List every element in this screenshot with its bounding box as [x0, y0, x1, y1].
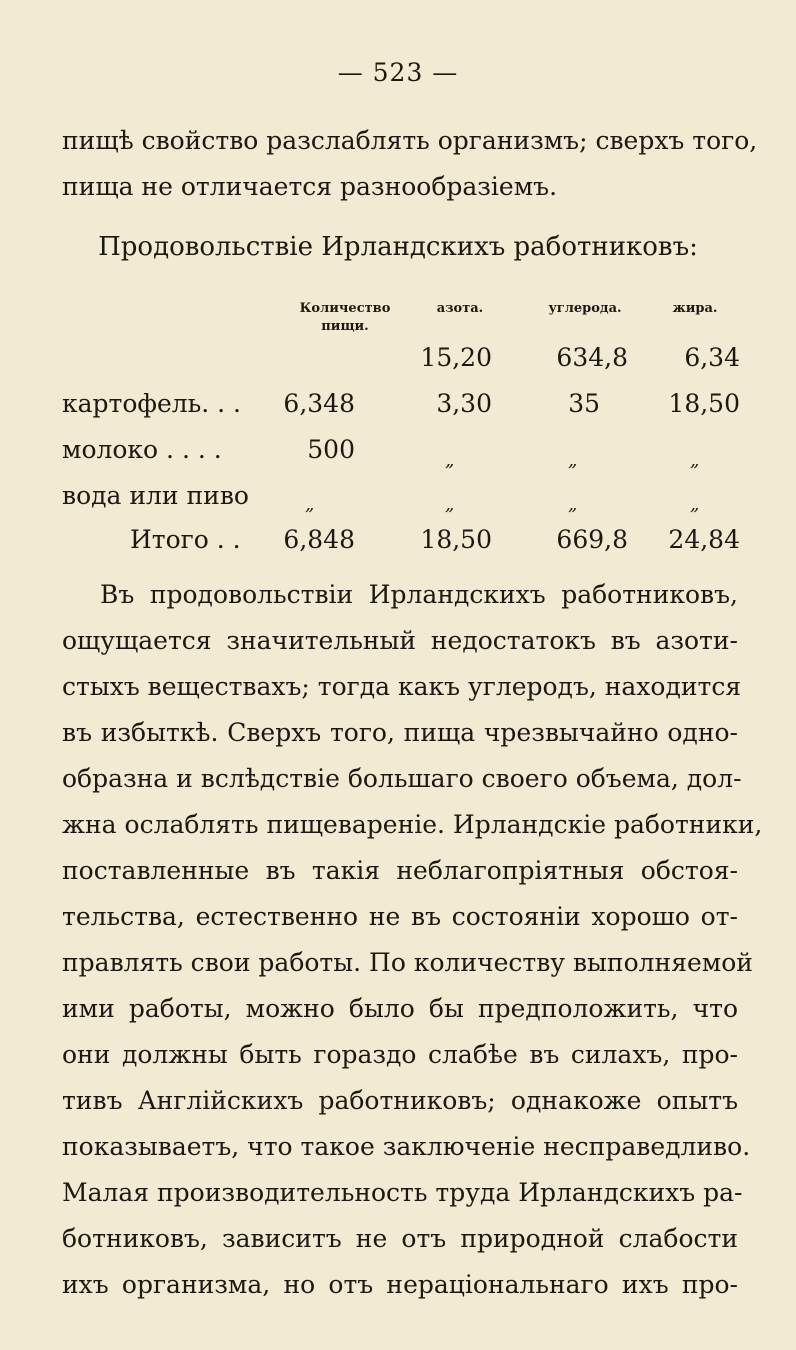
- body-line: въ избыткѣ. Сверхъ того, пища чрезвычайно одно-: [62, 718, 738, 747]
- body-line: показываетъ, что такое заключеніе несправедливо.: [62, 1132, 751, 1161]
- row-quantity: 500: [307, 435, 355, 464]
- total-carbon: 669,8: [556, 525, 628, 554]
- ditto-mark: „: [690, 494, 700, 515]
- total-label: Итого . .: [130, 525, 241, 554]
- row-label: вода или пиво: [62, 481, 249, 510]
- body-line: образна и вслѣдствіе большаго своего объема, дол-: [62, 764, 742, 793]
- body-line: ихъ организма, но отъ нераціональнаго ихъ про-: [62, 1270, 738, 1299]
- baseline-fat: 6,34: [684, 343, 740, 372]
- body-line: ботниковъ, зависитъ не отъ природной слабости: [62, 1224, 738, 1253]
- ditto-mark: „: [445, 494, 455, 515]
- body-line: жна ослаблять пищевареніе. Ирландскіе работники,: [62, 810, 763, 839]
- ditto-mark: „: [445, 450, 455, 471]
- body-line: стыхъ веществахъ; тогда какъ углеродъ, находится: [62, 672, 742, 701]
- column-header-carbon: углерода.: [548, 301, 622, 316]
- page-number: — 523 —: [337, 58, 459, 87]
- body-line: Въ продовольствіи Ирландскихъ работниковъ,: [100, 580, 738, 609]
- row-label: картофель. . .: [62, 389, 242, 418]
- column-header-fat: жира.: [672, 301, 718, 316]
- row-carbon: 35: [568, 389, 600, 418]
- ditto-mark: „: [305, 494, 315, 515]
- body-line: Малая производительность труда Ирландскихъ ра-: [62, 1178, 743, 1207]
- baseline-carbon: 634,8: [556, 343, 628, 372]
- row-fat: 18,50: [668, 389, 740, 418]
- row-quantity: 6,348: [283, 389, 355, 418]
- body-line: они должны быть гораздо слабѣе въ силахъ, про-: [62, 1040, 738, 1069]
- row-label: молоко . . . .: [62, 435, 222, 464]
- ditto-mark: „: [690, 450, 700, 471]
- row-nitrogen: 3,30: [436, 389, 492, 418]
- ditto-mark: „: [568, 450, 578, 471]
- body-line: ими работы, можно было бы предположить, что: [62, 994, 738, 1023]
- table-title: Продовольствіе Ирландскихъ работниковъ:: [98, 232, 698, 262]
- body-line: тельства, естественно не въ состояніи хорошо от-: [62, 902, 738, 931]
- baseline-nitrogen: 15,20: [420, 343, 492, 372]
- intro-line: пищѣ свойство разслаблять организмъ; сверхъ того,: [62, 126, 758, 155]
- ditto-mark: „: [568, 494, 578, 515]
- body-line: правлять свои работы. По количеству выполняемой: [62, 948, 753, 977]
- total-fat: 24,84: [668, 525, 740, 554]
- total-nitrogen: 18,50: [420, 525, 492, 554]
- total-quantity: 6,848: [283, 525, 355, 554]
- body-line: тивъ Англійскихъ работниковъ; однакоже опытъ: [62, 1086, 738, 1115]
- intro-line: пища не отличается разнообразіемъ.: [62, 172, 558, 201]
- body-line: поставленные въ такія неблагопріятныя обстоя-: [62, 856, 738, 885]
- column-header-nitrogen: азота.: [436, 301, 484, 316]
- body-line: ощущается значительный недостатокъ въ азоти-: [62, 626, 738, 655]
- column-header-quantity: Количество пищи.: [299, 301, 391, 334]
